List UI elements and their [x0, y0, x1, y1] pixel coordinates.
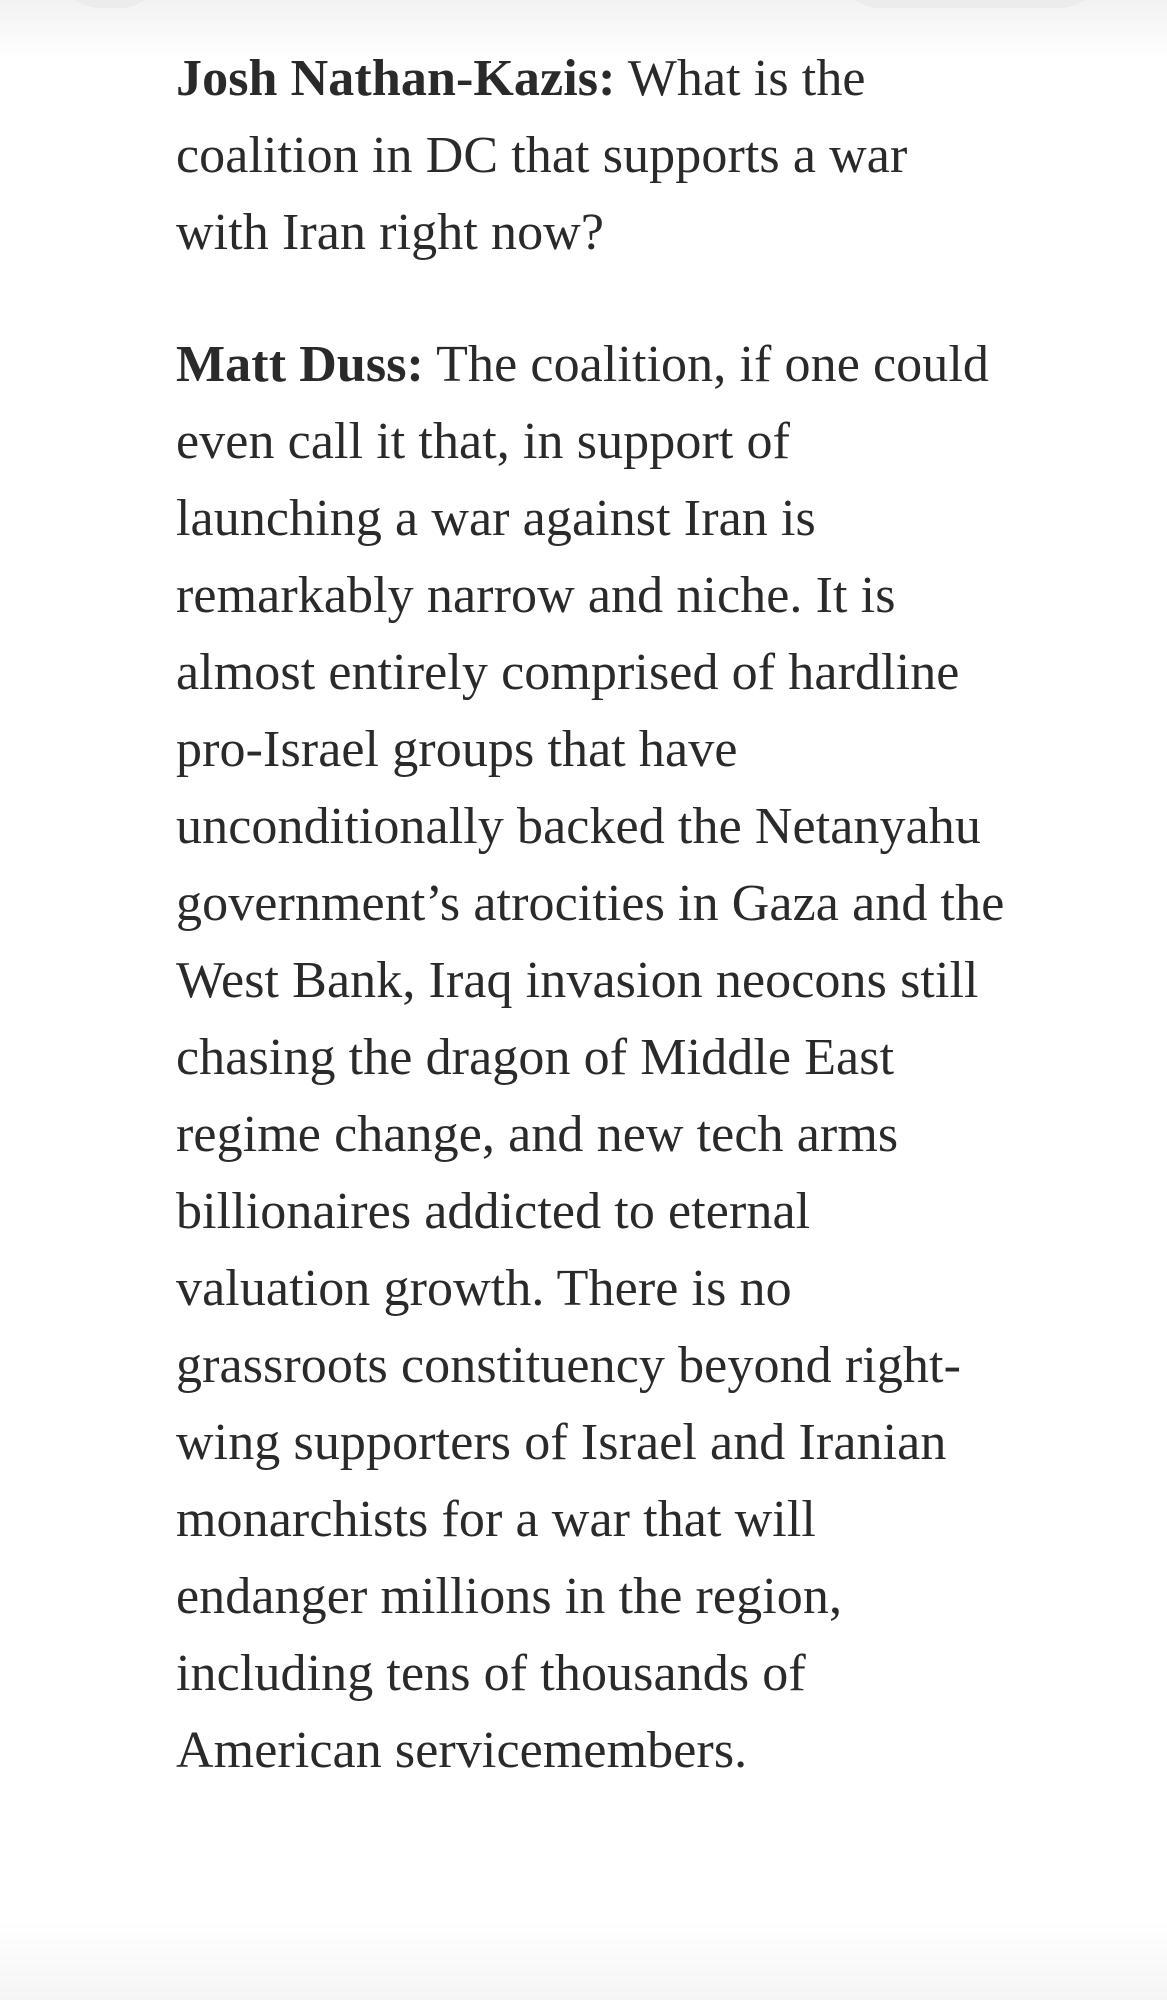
top-right-control-edge [840, 0, 1100, 8]
question-text: What is the coalition in DC that supports a war with Iran right now? [176, 50, 908, 261]
answer-text: The coalition, if one could even call it that, in support of launching a war against Iran is remarkably narrow and niche. It is almost entirely comprised of hardline pro-Israel groups that have unconditionally backed the Netanyahu government’s atrocities in Gaza and the West Bank, Iraq invasion neocons still chasing the dragon of Middle East regime change, and new tech arms billionaires addicted to eternal valuation growth. There is no grassroots constituency beyond right-wing supporters of Israel and Iranian monarchists for a war that will endanger millions in the region, including tens of thousands of American servicemembers. [176, 336, 1005, 1779]
bottom-edge-shadow [0, 1920, 1167, 2000]
answer-paragraph [176, 326, 1006, 1789]
article-body [176, 40, 1006, 1789]
interviewer-name: Josh Nathan-Kazis: [176, 50, 616, 107]
question-paragraph [176, 40, 1006, 271]
interviewee-name: Matt Duss: [176, 336, 424, 393]
